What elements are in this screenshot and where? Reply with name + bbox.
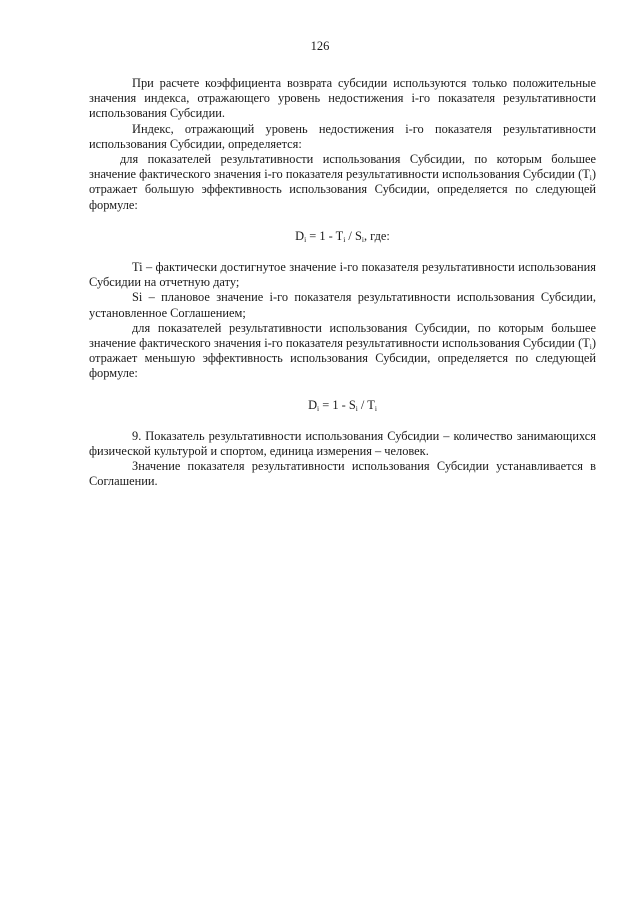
paragraph-si-definition: Si – плановое значение i-го показателя результативности использования Субсидии, установленное Соглашением;: [89, 290, 596, 320]
paragraph-index-definition: Индекс, отражающий уровень недостижения i-го показателя результативности использования Субсидии, определяется:: [89, 121, 596, 151]
formula-greater-efficiency: $D_i = 1 - T_i / S_i$, где:: [295, 228, 390, 244]
paragraph-indicator-value: Значение показателя результативности использования Субсидии устанавливается в Соглашении.: [89, 459, 596, 489]
paragraph-ti-definition: Ti – фактически достигнутое значение i-го показателя результативности использования Субсидии на отчетную дату;: [89, 260, 596, 290]
page-number: 126: [310, 39, 330, 53]
paragraph-indicator-nine: 9. Показатель результативности использования Субсидии – количество занимающихся физической культурой и спортом, единица измерения – человек.: [89, 428, 596, 459]
paragraph-refund-coefficient: При расчете коэффициента возврата субсидии используются только положительные значения индекса, отражающего уровень недостижения i-го показателя результативности использования Субсидии.: [89, 76, 596, 121]
document-body: [89, 76, 596, 490]
paragraph-greater-efficiency: для показателей результативности использования Субсидии, по которым большее значение фактического значения i-го показателя результативности использования Субсидии $(T_i)$ отражает большую эффективность использования Субсидии, определяется по следующей формуле:: [89, 152, 596, 212]
paragraph-lesser-efficiency: для показателей результативности использования Субсидии, по которым большее значение фактического значения i-го показателя результативности использования Субсидии $(T_i)$ отражает меньшую эффективность использования Субсидии, определяется по следующей формуле:: [89, 320, 596, 381]
formula-lesser-efficiency: $D_i = 1 - S_i / T_i$: [308, 397, 377, 413]
